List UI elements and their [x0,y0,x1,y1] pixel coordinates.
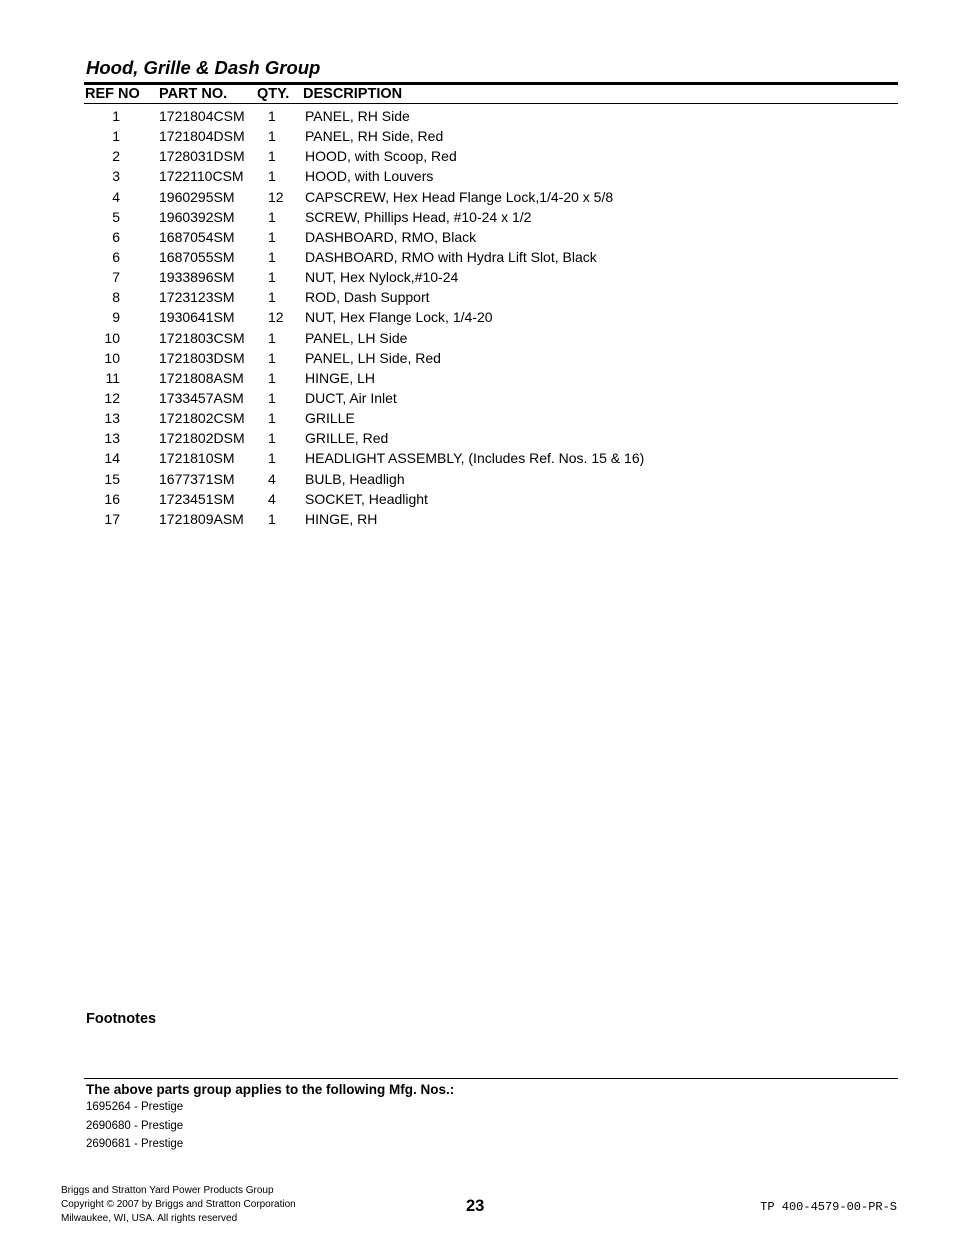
part-no-cell: 1723451SM [159,490,235,507]
part-no-cell: 1721810SM [159,450,235,467]
description-cell: HOOD, with Louvers [305,168,434,185]
ref-no-cell: 2 [112,148,120,165]
ref-no-cell: 8 [112,289,120,306]
table-row [84,146,898,166]
ref-no-cell: 6 [112,248,120,265]
parts-table [84,106,898,529]
table-row [84,287,898,307]
description-cell: PANEL, LH Side [305,329,408,346]
description-cell: HINGE, RH [305,510,378,527]
table-row [84,428,898,448]
part-no-cell: 1721808ASM [159,369,244,386]
part-no-cell: 1721802CSM [159,410,245,427]
qty-cell: 1 [268,410,276,427]
header-description: DESCRIPTION [303,86,403,102]
part-no-cell: 1722110CSM [159,168,244,185]
header-divider [84,103,898,104]
description-cell: PANEL, LH Side, Red [305,349,441,366]
table-row [84,166,898,186]
ref-no-cell: 17 [104,510,120,527]
qty-cell: 1 [268,248,276,265]
description-cell: ROD, Dash Support [305,289,430,306]
part-no-cell: 1721804CSM [159,108,245,124]
title-divider [84,82,898,85]
qty-cell: 1 [268,148,276,165]
description-cell: GRILLE [305,410,355,427]
footer-company: Briggs and Stratton Yard Power Products Group [61,1185,274,1196]
ref-no-cell: 11 [105,369,120,386]
qty-cell: 1 [268,128,276,145]
footer-location: Milwaukee, WI, USA. All rights reserved [61,1213,238,1224]
ref-no-cell: 10 [104,329,120,346]
description-cell: BULB, Headligh [305,470,405,487]
part-no-cell: 1721809ASM [159,510,244,527]
part-no-cell: 1723123SM [159,289,235,306]
table-row [84,348,898,368]
ref-no-cell: 12 [104,389,120,406]
mfg-divider [84,1078,898,1079]
ref-no-cell: 4 [112,188,120,205]
document-id: TP 400-4579-00-PR-S [760,1200,897,1214]
description-cell: DUCT, Air Inlet [305,389,397,406]
ref-no-cell: 16 [104,490,120,507]
table-row [84,368,898,388]
footer-copyright: Copyright © 2007 by Briggs and Stratton Corporation [61,1199,296,1210]
ref-no-cell: 1 [112,128,120,145]
qty-cell: 1 [268,329,276,346]
part-no-cell: 1930641SM [159,309,235,326]
table-row [84,126,898,146]
header-ref-no: REF NO [85,86,140,102]
description-cell: NUT, Hex Nylock,#10-24 [305,269,459,286]
page-title: Hood, Grille & Dash Group [86,57,321,78]
table-row [84,509,898,529]
qty-cell: 1 [268,430,276,447]
description-cell: CAPSCREW, Hex Head Flange Lock,1/4-20 x 5/8 [305,188,614,205]
table-row [84,227,898,247]
ref-no-cell: 1 [112,108,120,124]
description-cell: PANEL, RH Side [305,108,410,124]
qty-cell: 4 [268,490,276,507]
part-no-cell: 1721804DSM [159,128,245,145]
description-cell: SOCKET, Headlight [305,490,428,507]
ref-no-cell: 6 [112,228,120,245]
qty-cell: 4 [268,470,276,487]
description-cell: HINGE, LH [305,369,376,386]
description-cell: PANEL, RH Side, Red [305,128,444,145]
qty-cell: 1 [268,108,276,124]
part-no-cell: 1960392SM [159,208,235,225]
part-no-cell: 1721803CSM [159,329,245,346]
part-no-cell: 1728031DSM [159,148,245,165]
ref-no-cell: 15 [104,470,120,487]
header-qty: QTY. [257,86,290,102]
ref-no-cell: 13 [104,410,120,427]
qty-cell: 1 [268,289,276,306]
table-row [84,247,898,267]
part-no-cell: 1721802DSM [159,430,245,447]
qty-cell: 1 [268,208,276,225]
mfg-list [86,1098,183,1154]
description-cell: HOOD, with Scoop, Red [305,148,457,165]
part-no-cell: 1933896SM [159,269,235,286]
mfg-heading: The above parts group applies to the following Mfg. Nos.: [86,1082,455,1097]
table-row [84,448,898,468]
description-cell: DASHBOARD, RMO, Black [305,228,477,245]
table-header [84,86,898,103]
ref-no-cell: 9 [112,309,120,326]
table-row [84,469,898,489]
ref-no-cell: 7 [112,269,120,286]
table-row [84,207,898,227]
description-cell: SCREW, Phillips Head, #10-24 x 1/2 [305,208,532,225]
part-no-cell: 1960295SM [159,188,235,205]
qty-cell: 1 [268,269,276,286]
ref-no-cell: 10 [104,349,120,366]
table-row [84,267,898,287]
table-row [84,307,898,327]
page-number: 23 [466,1197,485,1215]
mfg-item: 2690681 - Prestige [86,1138,184,1150]
table-row [84,187,898,207]
ref-no-cell: 14 [104,450,120,467]
mfg-item: 2690680 - Prestige [86,1119,184,1132]
part-no-cell: 1687055SM [159,248,235,265]
description-cell: GRILLE, Red [305,430,389,447]
footer-copyright-block [61,1184,296,1226]
qty-cell: 1 [268,389,276,406]
part-no-cell: 1677371SM [159,470,235,487]
qty-cell: 1 [268,450,276,467]
table-row [84,106,898,126]
description-cell: NUT, Hex Flange Lock, 1/4-20 [305,309,493,326]
ref-no-cell: 3 [112,168,120,185]
qty-cell: 1 [268,228,276,245]
table-row [84,408,898,428]
ref-no-cell: 13 [104,430,120,447]
table-row [84,388,898,408]
description-cell: HEADLIGHT ASSEMBLY, (Includes Ref. Nos. 15 & 16) [305,450,645,467]
part-no-cell: 1733457ASM [159,389,244,406]
header-part-no: PART NO. [159,86,228,102]
qty-cell: 1 [268,369,276,386]
table-row [84,328,898,348]
qty-cell: 1 [268,349,276,366]
qty-cell: 12 [268,188,284,205]
part-no-cell: 1687054SM [159,228,235,245]
mfg-item: 1695264 - Prestige [86,1101,184,1113]
qty-cell: 1 [268,168,276,185]
ref-no-cell: 5 [112,208,120,225]
description-cell: DASHBOARD, RMO with Hydra Lift Slot, Black [305,248,597,265]
table-row [84,489,898,509]
part-no-cell: 1721803DSM [159,349,245,366]
qty-cell: 1 [268,510,276,527]
footnotes-heading: Footnotes [86,1011,157,1027]
qty-cell: 12 [268,309,284,326]
